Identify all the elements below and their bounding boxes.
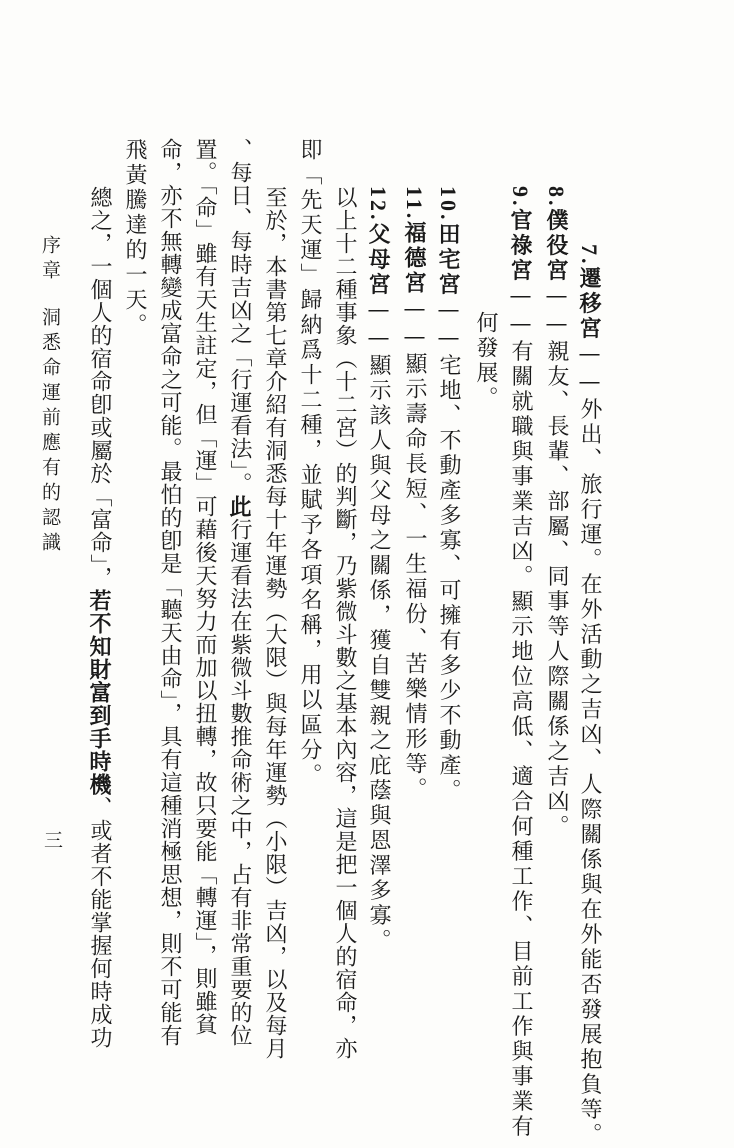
paragraph-1-line-1 xyxy=(333,186,355,1060)
palace-description: 何發展。 xyxy=(473,311,498,411)
dash: —— xyxy=(508,283,533,340)
palace-name: 遷移宮 xyxy=(576,266,602,342)
palace-description: 親友、長輩、部屬、同事等人際關係之吉凶。 xyxy=(544,339,569,840)
paragraph-2-line-2 xyxy=(228,138,250,1047)
text-line: 行運看法在紫微斗數推命術之中，占有非常重要的位 xyxy=(227,518,252,1047)
chapter-title: 洞悉命運前應有的認識 xyxy=(39,307,61,557)
palace-description: 宅地、不動產多寡、可擁有多少不動產。 xyxy=(436,353,461,804)
palace-description: 有關就職與事業吉凶。顯示地位高低、適合何種工作、目前工作與事業有 xyxy=(508,339,533,1140)
palace-name: 父母宮 xyxy=(365,222,391,298)
page-number-text: 三 xyxy=(41,830,63,855)
text-line: 、或者不能掌握何時成功 xyxy=(87,796,112,1049)
palace-name: 僕役宮 xyxy=(543,208,569,284)
palace-description: 顯示該人與父母之關係，獲自雙親之庇蔭與恩澤多寡。 xyxy=(366,353,391,954)
text-line: 即「先天運」歸納爲十二種，並賦予各項名稱，用以區分。 xyxy=(297,138,322,788)
text-line: 飛黃騰達的一天。 xyxy=(122,138,147,338)
palace-description: 外出、旅行運。在外活動之吉凶、人際關係與在外能否發展抱負等。 xyxy=(577,397,602,1148)
dash: —— xyxy=(544,283,569,340)
paragraph-1-line-2 xyxy=(298,138,320,788)
text-line: 總之，一個人的宿命卽或屬於「富命」， xyxy=(87,186,112,589)
running-header xyxy=(40,235,59,557)
text-line: 、每日、每時吉凶之「行運看法」。 xyxy=(227,138,252,495)
text-emphasis: 若不知財富到手時機 xyxy=(86,589,112,796)
palace-entry-7 xyxy=(578,244,600,1148)
page-number xyxy=(42,830,61,855)
palace-number: 9. xyxy=(508,186,533,209)
palace-name: 福德宮 xyxy=(401,221,427,297)
text-line: 至於，本書第七章介紹有洞悉每十年運勢（大限）與每年運勢（小限）吉凶，以及每月 xyxy=(262,186,287,1060)
paragraph-3-line-1 xyxy=(88,186,110,1049)
dash: —— xyxy=(402,296,427,353)
palace-number: 7. xyxy=(577,244,602,267)
paragraph-2-line-1 xyxy=(263,186,285,1060)
text-line: 命，亦不無轉變成富命之可能。最怕的卽是「聽天由命」，具有這種消極思想，則不可能有 xyxy=(157,138,182,1047)
chapter-label: 序章 xyxy=(39,235,61,285)
palace-entry-10 xyxy=(437,186,459,804)
palace-entry-8 xyxy=(545,186,567,840)
text-line: 以上十二種事象（十二宮）的判斷，乃紫微斗數之基本內容，這是把一個人的宿命，亦 xyxy=(332,186,357,1060)
palace-entry-11 xyxy=(403,186,425,802)
dash: —— xyxy=(577,341,602,398)
palace-entry-9-continued xyxy=(474,311,496,411)
paragraph-2-line-4 xyxy=(158,138,180,1047)
palace-number: 11. xyxy=(402,186,427,222)
palace-number: 12. xyxy=(366,186,391,223)
palace-description: 顯示壽命長短、一生福份、苦樂情形等。 xyxy=(402,352,427,803)
palace-name: 田宅宮 xyxy=(435,222,461,298)
text-line: 置。「命」雖有天生註定，但「運」可藉後天努力而加以扭轉，故只要能「轉運」，則雖貧 xyxy=(192,138,217,1036)
palace-number: 8. xyxy=(544,186,569,209)
paragraph-2-line-3 xyxy=(193,138,215,1036)
paragraph-2-line-5 xyxy=(123,138,145,338)
dash: —— xyxy=(436,297,461,354)
dash: —— xyxy=(366,297,391,354)
palace-entry-9 xyxy=(509,186,531,1140)
palace-number: 10. xyxy=(436,186,461,223)
palace-entry-12 xyxy=(367,186,389,954)
palace-name: 官祿宮 xyxy=(507,208,533,284)
text-emphasis: 此 xyxy=(226,495,252,518)
